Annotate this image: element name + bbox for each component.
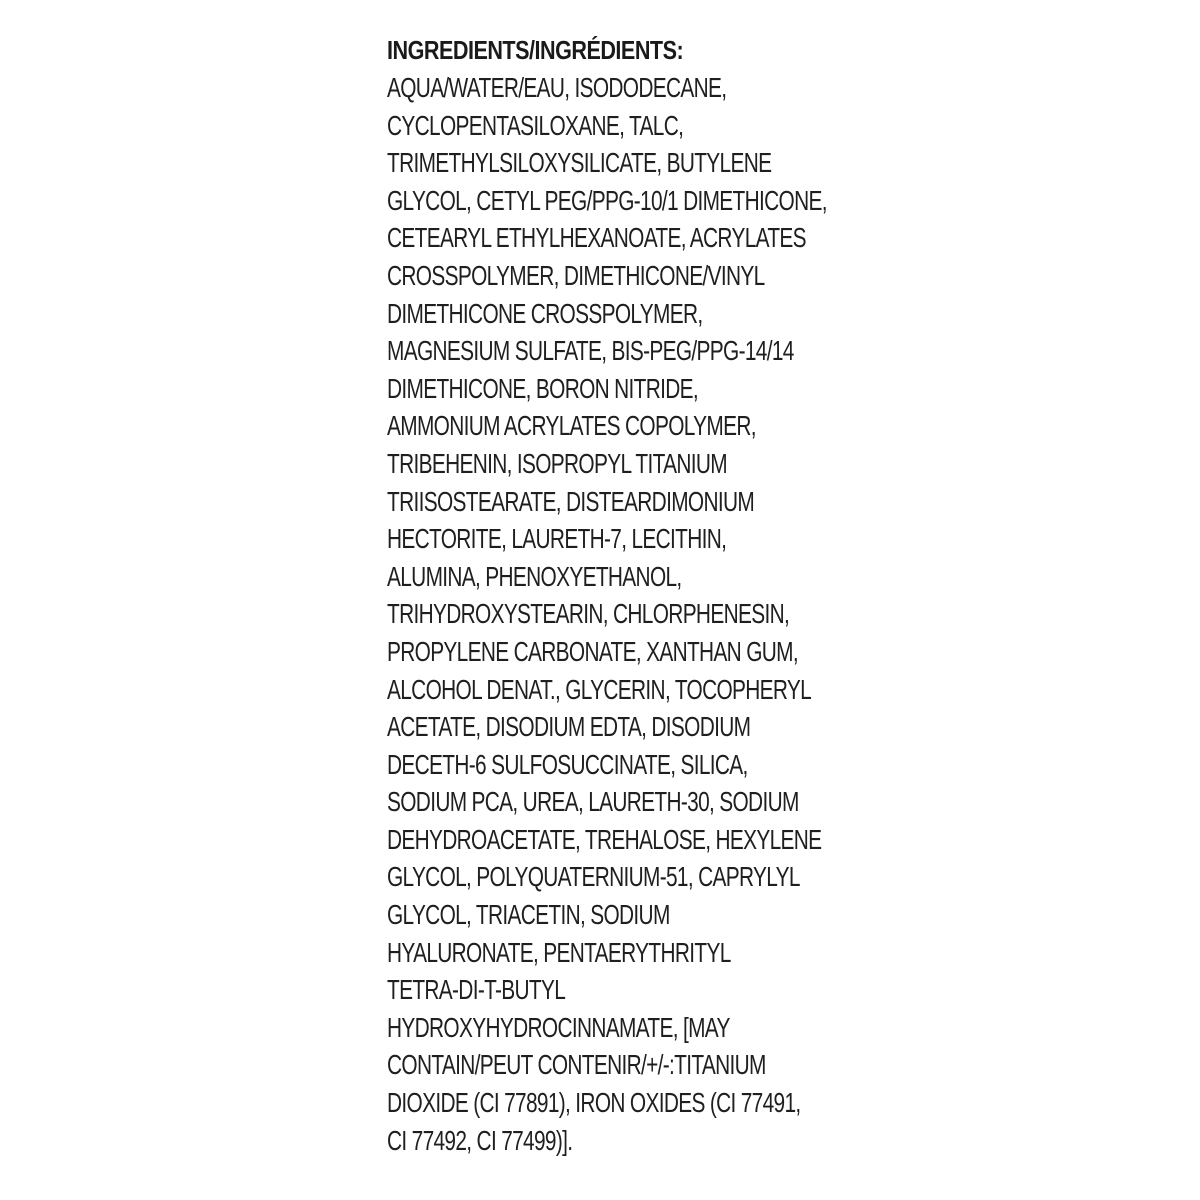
ingredient-line: GLYCOL, POLYQUATERNIUM-51, CAPRYLYL [387, 861, 800, 893]
ingredient-line: CROSSPOLYMER, DIMETHICONE/VINYL [387, 259, 765, 291]
ingredient-line: HECTORITE, LAURETH-7, LECITHIN, [387, 523, 727, 555]
ingredient-line: DEHYDROACETATE, TREHALOSE, HEXYLENE [387, 823, 822, 855]
ingredient-line: DIMETHICONE, BORON NITRIDE, [387, 372, 699, 404]
ingredient-line: ACETATE, DISODIUM EDTA, DISODIUM [387, 711, 751, 743]
ingredient-line: HYDROXYHYDROCINNAMATE, [MAY [387, 1011, 730, 1043]
ingredient-line: ALCOHOL DENAT., GLYCERIN, TOCOPHERYL [387, 673, 812, 705]
ingredient-line: DIOXIDE (CI 77891), IRON OXIDES (CI 77491, [387, 1087, 801, 1119]
ingredient-line: SODIUM PCA, UREA, LAURETH-30, SODIUM [387, 786, 799, 818]
ingredient-line: AQUA/WATER/EAU, ISODODECANE, [387, 72, 727, 103]
ingredient-line: HYALURONATE, PENTAERYTHRITYL [387, 936, 731, 968]
ingredient-line: GLYCOL, CETYL PEG/PPG-10/1 DIMETHICONE, [387, 184, 827, 216]
ingredient-line: PROPYLENE CARBONATE, XANTHAN GUM, [387, 635, 798, 667]
ingredient-line: TRIBEHENIN, ISOPROPYL TITANIUM [387, 447, 727, 479]
ingredients-list [387, 69, 847, 1159]
ingredient-line: TRIHYDROXYSTEARIN, CHLORPHENESIN, [387, 598, 790, 630]
ingredient-line: TRIISOSTEARATE, DISTEARDIMONIUM [387, 485, 755, 517]
ingredient-line: TRIMETHYLSILOXYSILICATE, BUTYLENE [387, 147, 772, 179]
ingredients-heading: INGREDIENTS/INGRÉDIENTS: [387, 35, 684, 65]
ingredient-line: DECETH-6 SULFOSUCCINATE, SILICA, [387, 748, 748, 780]
ingredient-line: TETRA-DI-T-BUTYL [387, 974, 566, 1006]
ingredient-line: AMMONIUM ACRYLATES COPOLYMER, [387, 410, 756, 442]
ingredient-line: CI 77492, CI 77499)]. [387, 1124, 573, 1156]
ingredient-line: CETEARYL ETHYLHEXANOATE, ACRYLATES [387, 222, 806, 254]
ingredient-line: ALUMINA, PHENOXYETHANOL, [387, 560, 682, 592]
ingredient-line: MAGNESIUM SULFATE, BIS-PEG/PPG-14/14 [387, 335, 794, 367]
ingredients-label [387, 33, 847, 1159]
ingredient-line: CONTAIN/PEUT CONTENIR/+/-:TITANIUM [387, 1049, 766, 1081]
ingredient-line: GLYCOL, TRIACETIN, SODIUM [387, 899, 670, 931]
ingredient-line: DIMETHICONE CROSSPOLYMER, [387, 297, 703, 329]
ingredient-line: CYCLOPENTASILOXANE, TALC, [387, 109, 684, 141]
